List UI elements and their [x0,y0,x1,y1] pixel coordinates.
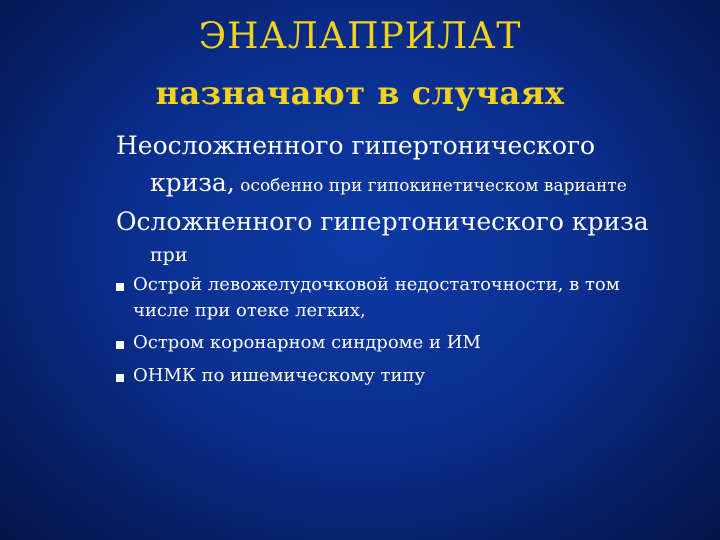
bullet-square-icon [116,374,124,382]
item1-line1: Неосложненного гипертонического [116,131,596,160]
item1-line2 [150,168,627,197]
item1-line2-small: особенно при гипокинетическом варианте [234,176,627,196]
item2-line2: при [150,244,188,266]
bullet1-line1: Острой левожелудочковой недостаточности, в том [133,274,620,295]
slide-subtitle: назначают в случаях [155,74,565,112]
item1-line2-main: криза, [150,168,235,197]
bullet-square-icon [116,341,124,349]
bullet2-line1: Остром коронарном синдроме и ИМ [133,332,481,353]
bullet3-line1: ОНМК по ишемическому типу [133,365,426,386]
item2-line1: Осложненного гипертонического криза [116,207,649,236]
bullet-square-icon [116,283,124,291]
slide-title: ЭНАЛАПРИЛАТ [198,16,522,57]
bullet1-line2: числе при отеке легких, [133,300,366,321]
